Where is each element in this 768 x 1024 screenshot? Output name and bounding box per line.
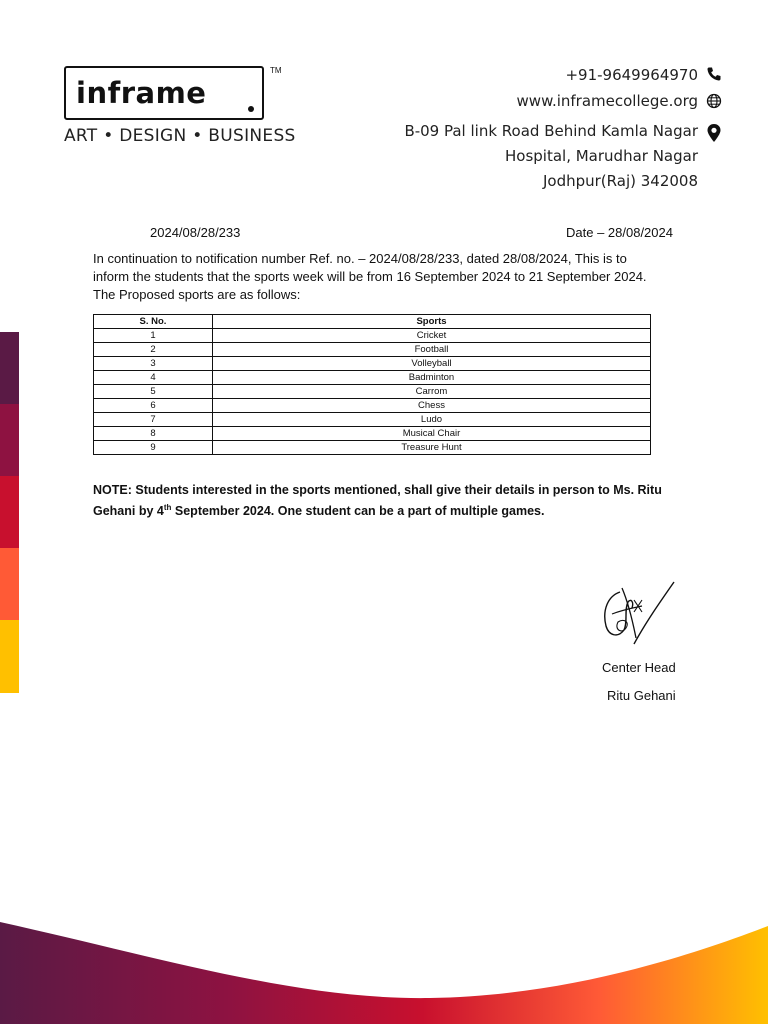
table-row [94,399,651,413]
logo-text: inframe [76,76,207,110]
trademark-mark: TM [270,66,282,75]
cell-sport: Treasure Hunt [213,441,651,455]
side-bar-segment [0,548,19,620]
table-row [94,329,651,343]
cell-sport: Football [213,343,651,357]
column-header-sno: S. No. [94,315,213,329]
sports-table [93,314,651,455]
cell-sno: 5 [94,385,213,399]
cell-sport: Ludo [213,413,651,427]
address-line-2: Hospital, Marudhar Nagar [505,147,698,165]
body-paragraph: In continuation to notification number Ref. no. – 2024/08/28/233, dated 28/08/2024, This is to inform the students that the sports week will be from 16 September 2024 to 21 September 2024. The Proposed sports are as follows: [93,251,647,302]
cell-sno: 7 [94,413,213,427]
side-bar-segment [0,476,19,548]
cell-sport: Carrom [213,385,651,399]
cell-sno: 9 [94,441,213,455]
cell-sport: Cricket [213,329,651,343]
globe-icon [706,93,722,109]
cell-sno: 8 [94,427,213,441]
cell-sno: 3 [94,357,213,371]
note-paragraph [93,481,663,520]
reference-number: 2024/08/28/233 [150,225,241,240]
side-bar-segment [0,620,19,693]
note-superscript: th [163,503,172,512]
address-line-3: Jodhpur(Raj) 342008 [542,172,698,190]
website-link[interactable]: www.inframecollege.org [516,92,698,110]
footer-wave [0,910,768,1024]
cell-sno: 4 [94,371,213,385]
note-text-end: September 2024. One student can be a part of multiple games. [171,504,545,519]
table-row [94,371,651,385]
cell-sno: 1 [94,329,213,343]
cell-sport: Volleyball [213,357,651,371]
table-row [94,441,651,455]
phone-icon [706,66,722,82]
table-header-row [94,315,651,329]
table-row [94,427,651,441]
cell-sport: Badminton [213,371,651,385]
table-row [94,385,651,399]
table-row [94,343,651,357]
signature [598,578,678,650]
table-row [94,357,651,371]
side-bar-segment [0,332,19,404]
cell-sport: Musical Chair [213,427,651,441]
signatory-name: Ritu Gehani [607,688,676,703]
tagline: ART • DESIGN • BUSINESS [64,126,296,146]
cell-sno: 6 [94,399,213,413]
side-bar-segment [0,404,19,476]
logo [64,66,264,120]
phone-number: +91-9649964970 [565,66,698,84]
table-row [94,413,651,427]
note-text-start: NOTE: Students interested in the sports mentioned, shall give their details in person to Ms. Ritu Gehani by 4 [93,483,662,519]
cell-sno: 2 [94,343,213,357]
cell-sport: Chess [213,399,651,413]
letter-date: Date – 28/08/2024 [566,225,673,240]
signatory-title: Center Head [602,660,676,675]
address-line-1: B-09 Pal link Road Behind Kamla Nagar [404,122,698,140]
location-pin-icon [706,123,722,143]
column-header-sports: Sports [213,315,651,329]
logo-dot [248,106,254,112]
